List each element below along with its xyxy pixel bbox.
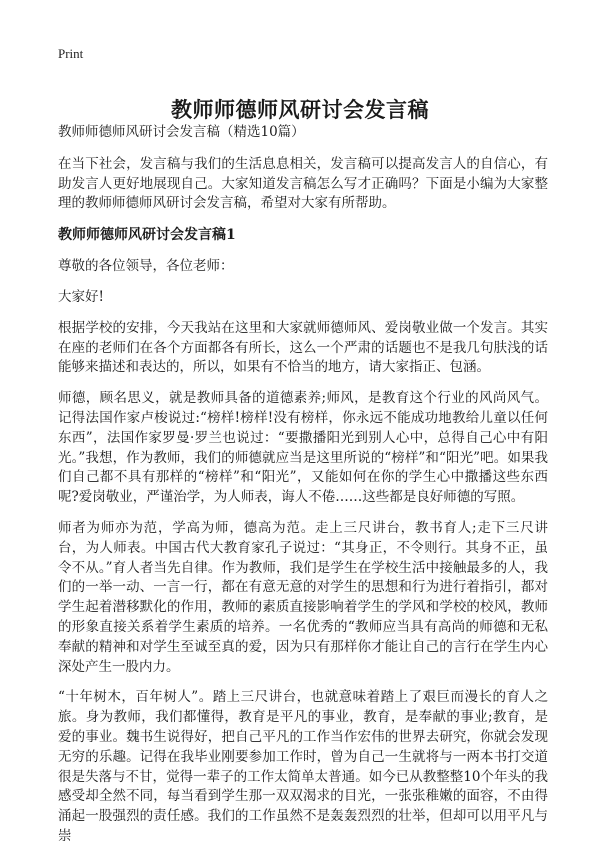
document-subtitle: 教师师德师风研讨会发言稿（精选10篇） bbox=[58, 124, 305, 140]
print-link[interactable]: Print bbox=[58, 46, 84, 61]
document-body bbox=[58, 123, 548, 858]
greeting-line: 尊敬的各位领导，各位老师： bbox=[58, 258, 234, 275]
body-paragraph-3: 师者为师亦为范，学高为师，德高为范。走上三尺讲台，教书育人;走下三尺讲台，为人师表。中国古代大教育家孔子说过：“其身正，不令则行。其身不正，虽令不从。”育人者当先自律。作为教师，我们是学生在学校生活中接触最多的人，我们的一举一动、一言一行，都在有意无意的对学生的思想和行为进行着指引，都对学生起着潜移默化的作用，教师的素质直接影响着学生的学风和学校的校风，教师的形象直接关系着学生素质的培养。一名优秀的“教师应当具有高尚的师德和无私奉献的精神和对学生至诚至真的爱，因为只有那样你才能让自己的言行在学生内心深处产生一股内力。 bbox=[58, 519, 548, 675]
body-paragraph-1: 根据学校的安排，今天我站在这里和大家就师德师风、爱岗敬业做一个发言。其实在座的老师们在各个方面都各有所长，这么一个严肃的话题也不是我几句肤浅的话能够来描述和表达的，所以，如果有不恰当的地方，请大家指正、包涵。 bbox=[58, 319, 548, 376]
intro-paragraph: 在当下社会，发言稿与我们的生活息息相关，发言稿可以提高发言人的自信心，有助发言人更好地展现自己。大家知道发言稿怎么写才正确吗？下面是小编为大家整理的教师师德师风研讨会发言稿，希望对大家有所帮助。 bbox=[58, 155, 548, 212]
body-paragraph-4: “十年树木，百年树人”。踏上三尺讲台，也就意味着踏上了艰巨而漫长的育人之旅。身为教师，我们都懂得，教育是平凡的事业，教育，是奉献的事业;教育，是爱的事业。魏书生说得好，把自己平凡的工作当作宏伟的世界去研究，你就会发现无穷的乐趣。记得在我毕业刚要参加工作时，曾为自己一生就将与一两本书打交道很是失落与不甘，觉得一辈子的工作太简单太普通。如今已从教整整10个年头的我感受却全然不同，每当看到学生那一双双渴求的目光，一张张稚嫩的面容，不由得涌起一股强烈的责任感。我们的工作虽然不是轰轰烈烈的壮举，但却可以用平凡与崇 bbox=[58, 689, 548, 844]
section-heading: 教师师德师风研讨会发言稿1 bbox=[58, 227, 236, 244]
salutation-line: 大家好! bbox=[58, 288, 104, 305]
body-paragraph-2: 师德，顾名思义，就是教师具备的道德素养;师风，是教育这个行业的风尚风气。记得法国作家卢梭说过:“榜样!榜样!没有榜样，你永远不能成功地教给儿童以任何东西”，法国作家罗曼·罗兰也说过：“要撒播阳光到别人心中，总得自己心中有阳光。”我想，作为教师，我们的师德就应当是这里所说的“榜样”和“阳光”吧。如果我们自己都不具有那样的“榜样”和“阳光”，又能如何在你的学生心中撒播这些东西呢?爱岗敬业，严谨治学，为人师表，诲人不倦……这些都是良好师德的写照。 bbox=[58, 390, 548, 506]
page-title: 教师师德师风研讨会发言稿 bbox=[171, 97, 429, 123]
